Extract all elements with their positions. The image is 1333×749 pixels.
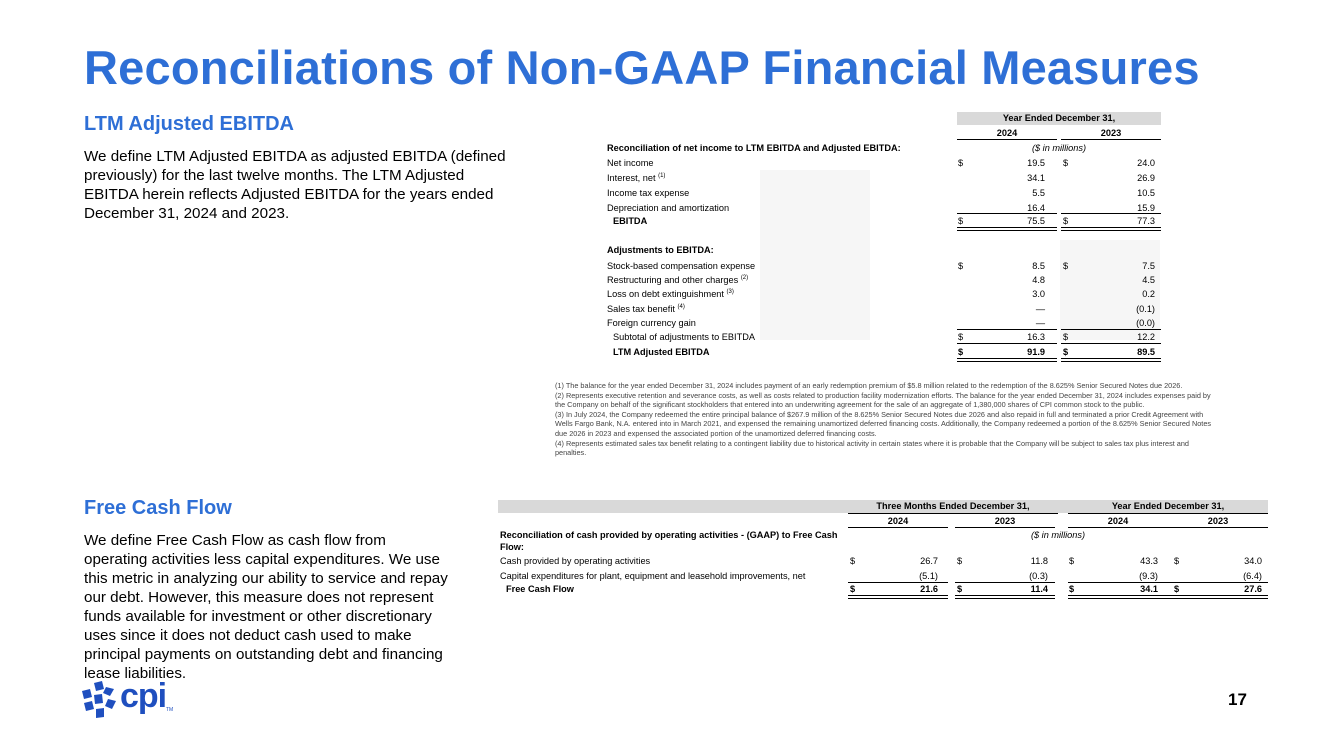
- value-2024: 16.4: [1027, 203, 1045, 213]
- currency-symbol: $: [957, 584, 963, 594]
- value: 21.6: [920, 584, 938, 594]
- divider: [1068, 527, 1168, 528]
- cpi-logo: [80, 677, 180, 719]
- currency-symbol: $: [958, 332, 964, 342]
- row-label: LTM Adjusted EBITDA: [613, 347, 710, 357]
- double-underline: [1061, 358, 1161, 362]
- free-cash-flow-table: [498, 500, 1268, 600]
- table-row: [605, 156, 1161, 170]
- currency-symbol: $: [1063, 347, 1069, 357]
- value-2024: 5.5: [1032, 188, 1045, 198]
- currency-symbol: $: [1069, 584, 1075, 594]
- value: 27.6: [1244, 584, 1262, 594]
- value: 26.7: [920, 556, 938, 566]
- table-row: [605, 171, 1161, 185]
- value: (0.3): [1029, 571, 1048, 581]
- page-title: Reconciliations of Non-GAAP Financial Measures: [84, 41, 1200, 94]
- double-underline: [1168, 595, 1268, 599]
- value-2023: 89.5: [1137, 347, 1155, 357]
- footnote-ref: (2): [740, 275, 749, 281]
- total-row: [498, 582, 1268, 596]
- currency-symbol: $: [958, 261, 964, 271]
- table-row: [605, 287, 1161, 301]
- year-header: 2023: [994, 516, 1016, 526]
- currency-symbol: $: [958, 158, 964, 168]
- table-row: [498, 554, 1268, 568]
- footnotes: [555, 381, 1215, 458]
- value-2024: 34.1: [1027, 173, 1045, 183]
- row-label: Net income: [607, 158, 654, 168]
- period-header: Year Ended December 31,: [1111, 501, 1225, 511]
- divider: [957, 139, 1057, 140]
- fcf-paragraph: We define Free Cash Flow as cash flow from operating activities less capital expenditures. We use this metric in analyzing our ability to service and repay our debt. However, this measure does not represent funds available for investment or other discretionary uses since it does not deduct cash used to make principal payments on outstanding debt and financing lease liabilities.: [84, 532, 448, 682]
- double-underline: [1068, 595, 1168, 599]
- ltm-heading: LTM Adjusted EBITDA: [84, 113, 294, 135]
- row-label: Stock-based compensation expense: [607, 261, 756, 271]
- row-label: Restructuring and other charges: [607, 275, 739, 285]
- year-header: 2023: [1207, 516, 1229, 526]
- currency-symbol: $: [850, 556, 856, 566]
- year-header: 2024: [1107, 516, 1129, 526]
- row-label: Subtotal of adjustments to EBITDA: [613, 332, 755, 342]
- row-label: EBITDA: [613, 216, 648, 226]
- divider: [1068, 513, 1268, 514]
- year-2023-header: 2023: [1100, 128, 1122, 138]
- value-2024: 19.5: [1027, 158, 1045, 168]
- row-label: Income tax expense: [607, 188, 690, 198]
- divider: [848, 513, 1058, 514]
- row-label: Loss on debt extinguishment: [607, 289, 724, 299]
- value-2023: 10.5: [1137, 188, 1155, 198]
- value: 11.8: [1030, 556, 1048, 566]
- value-2023: (0.0): [1136, 318, 1155, 328]
- currency-symbol: $: [1063, 261, 1069, 271]
- row-label: Interest, net: [607, 173, 656, 183]
- logo-text: cpi: [120, 677, 167, 715]
- value-2024: 16.3: [1027, 332, 1045, 342]
- value: 11.4: [1030, 584, 1048, 594]
- section-label-row: [605, 141, 1161, 155]
- value-2024: 3.0: [1032, 289, 1045, 299]
- divider: [1168, 527, 1268, 528]
- section-label: Reconciliation of net income to LTM EBITDA and Adjusted EBITDA:: [607, 143, 901, 153]
- divider: [848, 527, 948, 528]
- value-2023: 7.5: [1142, 261, 1155, 271]
- row-label: Foreign currency gain: [607, 318, 696, 328]
- value-2023: 15.9: [1137, 203, 1155, 213]
- double-underline: [1061, 227, 1161, 231]
- footnote: (2) Represents executive retention and severance costs, as well as costs related to production facility modernization efforts. The balance for the year ended December 31, 2024 includes expenses paid by the Company on behalf of the significant stockholders that entered into an underwriting agreement for the sale of an aggregate of 1,380,000 shares of CPI common stock to the public.: [555, 390, 1211, 410]
- value-2023: 26.9: [1137, 173, 1155, 183]
- currency-symbol: $: [1063, 158, 1069, 168]
- ltm-ebitda-table: [605, 112, 1161, 362]
- row-label: Free Cash Flow: [506, 584, 574, 594]
- table-row: [605, 186, 1161, 200]
- footnote: (3) In July 2024, the Company redeemed the entire principal balance of $267.9 million of the 8.625% Senior Secured Notes due 2026 and also repaid in full and terminated a prior Credit Agreement with Wells Fargo Bank, N.A. entered into in March 2021, and expensed the remaining unamortized deferred financing costs. Additionally, the Company redeemed a portion of the 8.625% Senior Secured Notes due 2026 in 2023 and expensed the associated portion of the unamortized deferred financing costs.: [555, 409, 1212, 438]
- divider: [1061, 139, 1161, 140]
- footnote: (1) The balance for the year ended December 31, 2024 includes payment of an early redemption premium of $5.8 million related to the redemption of the 8.625% Senior Secured Notes due 2026.: [555, 381, 1183, 390]
- footnote-ref: (4): [677, 304, 685, 310]
- subtotal-row: [605, 330, 1161, 344]
- double-underline: [957, 227, 1057, 231]
- total-row: [605, 345, 1161, 359]
- currency-symbol: $: [1063, 216, 1069, 226]
- units-label: ($ in millions): [1031, 143, 1087, 153]
- value: (6.4): [1243, 571, 1262, 581]
- table-row: [605, 316, 1161, 330]
- ebitda-row: [605, 214, 1161, 228]
- table-row: [605, 259, 1161, 273]
- value-2024: —: [1035, 318, 1045, 328]
- adjustments-label: Adjustments to EBITDA:: [607, 245, 714, 255]
- value-2023: 77.3: [1137, 216, 1155, 226]
- row-label: Cash provided by operating activities: [500, 556, 651, 566]
- ltm-paragraph: We define LTM Adjusted EBITDA as adjusted EBITDA (defined previously) for the last twelve months. The LTM Adjusted EBITDA herein reflects Adjusted EBITDA for the years ended December 31, 2024 and 2023.: [84, 148, 506, 222]
- currency-symbol: $: [850, 584, 856, 594]
- footnote-ref: (3): [726, 289, 734, 295]
- value-2023: 4.5: [1142, 275, 1155, 285]
- period-header: Three Months Ended December 31,: [876, 501, 1030, 511]
- fcf-heading: Free Cash Flow: [84, 497, 232, 519]
- period-header: Year Ended December 31,: [957, 112, 1161, 125]
- value-2024: 91.9: [1027, 347, 1045, 357]
- table-row: [498, 569, 1268, 583]
- value-2023: 12.2: [1137, 332, 1155, 342]
- value-2024: 75.5: [1027, 216, 1045, 226]
- value-2023: 24.0: [1137, 158, 1155, 168]
- currency-symbol: $: [1174, 556, 1180, 566]
- section-label: Reconciliation of cash provided by operating activities - (GAAP) to Free Cash Flow:: [500, 530, 838, 552]
- currency-symbol: $: [1174, 584, 1180, 594]
- row-label: Sales tax benefit: [607, 304, 675, 314]
- value: (9.3): [1139, 571, 1158, 581]
- value: 34.1: [1140, 584, 1158, 594]
- value-2024: 8.5: [1032, 261, 1045, 271]
- currency-symbol: $: [957, 556, 963, 566]
- double-underline: [957, 358, 1057, 362]
- underline: [1061, 343, 1161, 344]
- footnote: (4) Represents estimated sales tax benefit relating to a contingent liability due to historical activity in certain states where it is probable that the Company will be subject to sales tax plus interest and penalties.: [555, 438, 1189, 458]
- divider: [955, 527, 1055, 528]
- table-row: [605, 273, 1161, 287]
- value-2024: 4.8: [1032, 275, 1045, 285]
- double-underline: [848, 595, 948, 599]
- trademark: TM: [166, 707, 174, 713]
- currency-symbol: $: [958, 216, 964, 226]
- value: (5.1): [919, 571, 938, 581]
- currency-symbol: $: [1069, 556, 1075, 566]
- double-underline: [955, 595, 1055, 599]
- row-label: Capital expenditures for plant, equipment and leasehold improvements, net: [500, 571, 806, 581]
- units-label: ($ in millions): [1030, 530, 1086, 540]
- underline: [957, 343, 1057, 344]
- footnote-ref: (1): [658, 173, 666, 179]
- page-number: 17: [1228, 690, 1247, 709]
- row-label: Depreciation and amortization: [607, 203, 730, 213]
- table-row: [605, 302, 1161, 316]
- value-2024: —: [1035, 304, 1045, 314]
- value-2023: (0.1): [1136, 304, 1155, 314]
- currency-symbol: $: [1063, 332, 1069, 342]
- adjustments-label-row: [605, 243, 1161, 257]
- value: 34.0: [1244, 556, 1262, 566]
- value: 43.3: [1140, 556, 1158, 566]
- value-2023: 0.2: [1142, 289, 1155, 299]
- logo-mark-icon: [80, 681, 120, 719]
- currency-symbol: $: [958, 347, 964, 357]
- year-header: 2024: [887, 516, 909, 526]
- year-2024-header: 2024: [996, 128, 1018, 138]
